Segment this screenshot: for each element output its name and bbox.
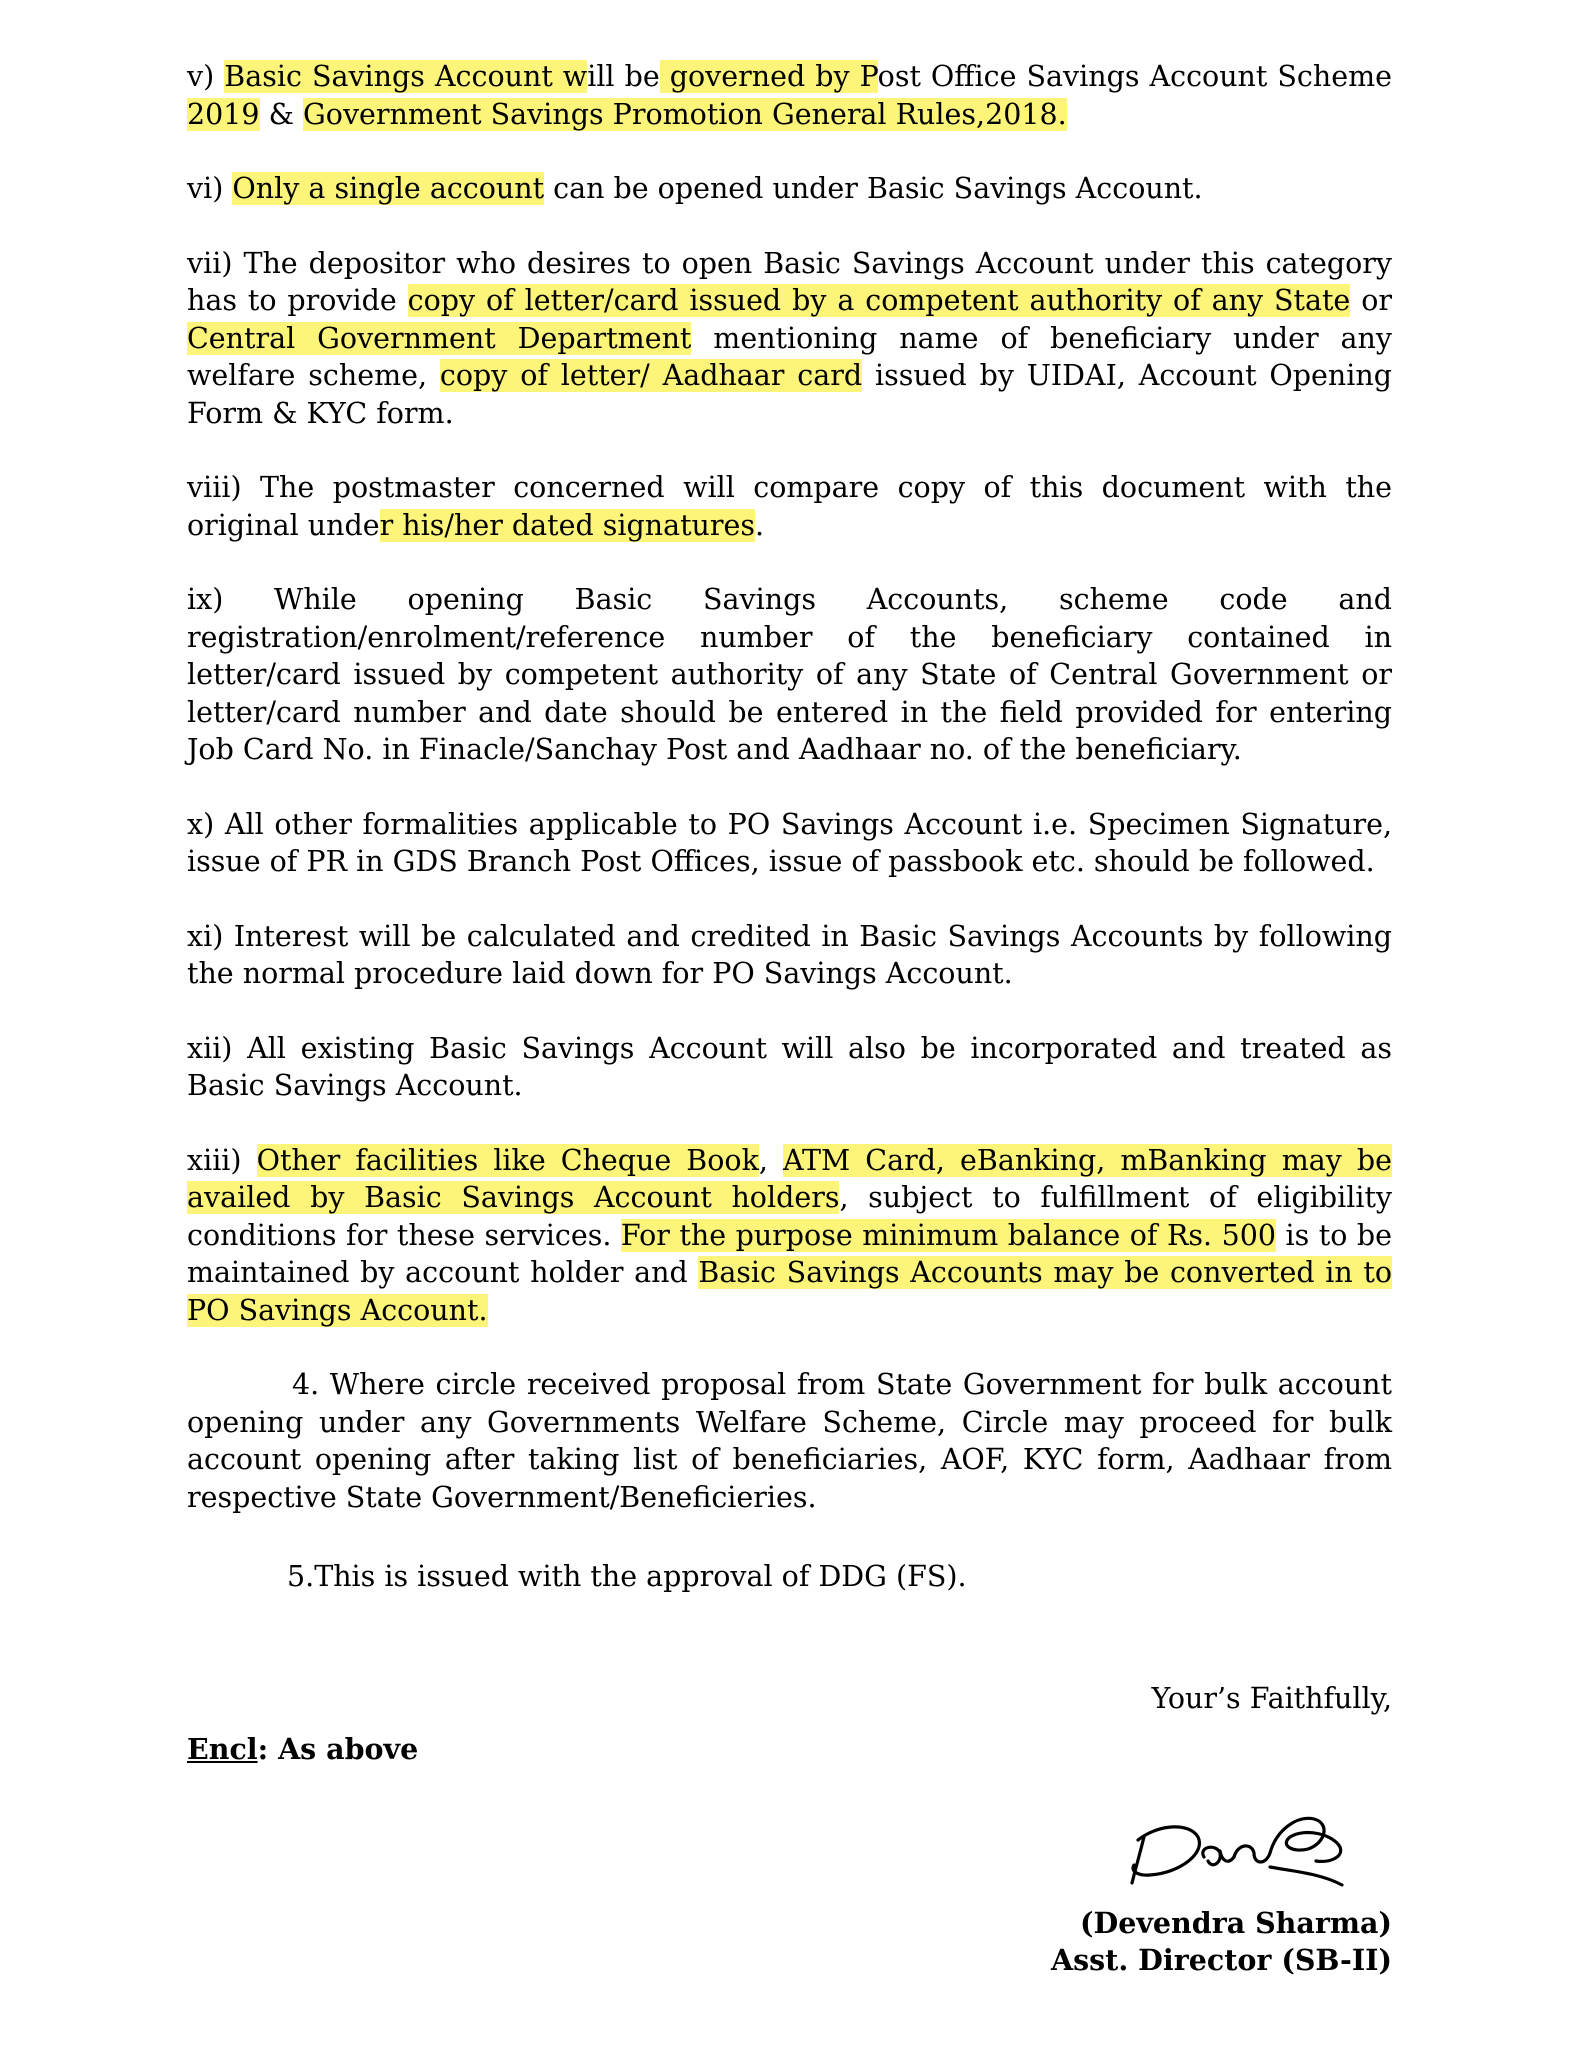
signatory-designation: Asst. Director (SB-II) [1050, 1943, 1392, 1977]
highlight: copy of letter/ Aadhaar card [439, 359, 863, 392]
paragraph-4: 4. Where circle received proposal from State Government for bulk account opening under any Governments Welfare Scheme, Circle may proceed for bulk account opening after taking list of beneficiaries, AOF, KYC form, Aadhaar from respective State Government/Beneficieries. [187, 1368, 1392, 1514]
highlight: For the purpose minimum balance of Rs. 500 [620, 1218, 1277, 1252]
clause-xii: xii) All existing Basic Savings Account will also be incorporated and treated as Basic Savings Account. [187, 1031, 1392, 1102]
clause-viii: viii) The postmaster concerned will compare copy of this document with the original under his/her dated signatures. [187, 471, 1392, 542]
clause-x: x) All other formalities applicable to PO Savings Account i.e. Specimen Signature, issue of PR in GDS Branch Post Offices, issue of passbook etc. should be followed. [187, 807, 1392, 878]
clause-xiii: xiii) Other facilities like Cheque Book, ATM Card, eBanking, mBanking may be availed by Basic Savings Account holders, subject to fulfillment of eligibility conditions for these services. For the purpose minimum balance of Rs. 500 is to be maintained by account holder and Basic Savings Accounts may be converted in to PO Savings Account. [187, 1143, 1393, 1327]
highlight: Government Savings Promotion General Rules,2018. [303, 97, 1067, 131]
highlight: Only a single account [232, 172, 545, 205]
enclosure-text: : As above [257, 1732, 419, 1766]
highlight: r his/her dated signatures [379, 508, 756, 542]
highlight: Other facilities like Cheque Book [256, 1143, 759, 1177]
clause-xi: xi) Interest will be calculated and credited in Basic Savings Accounts by following the normal procedure laid down for PO Savings Account. [187, 919, 1392, 990]
letter-body [187, 58, 1392, 1633]
signatory-name: (Devendra Sharma) [1080, 1906, 1392, 1940]
clause-ix: ix) While opening Basic Savings Accounts, scheme code and registration/enrolment/reference number of the beneficiary contained in letter/card issued by competent authority of any State of Central Government or letter/card number and date should be entered in the field provided for entering Job Card No. in Finacle/Sanchay Post and Aadhaar no. of the beneficiary. [187, 583, 1392, 766]
clause-vi: vi) Only a single account can be opened under Basic Savings Account. [187, 172, 1203, 205]
handwritten-signature-icon [1120, 1795, 1350, 1905]
paragraph-5: 5.This is issued with the approval of DDG (FS). [287, 1560, 967, 1593]
signatory-block [1051, 1905, 1392, 1979]
salutation: Your’s Faithfully, [1151, 1682, 1392, 1715]
highlight: copy of letter/card issued by a competent authority of any State [407, 284, 1351, 317]
highlight: Basic Savings Account w [224, 60, 588, 93]
highlight: governed by P [659, 60, 878, 93]
highlight: 2019 [187, 97, 260, 131]
clause-v: v) Basic Savings Account will be governed by Post Office Savings Account Scheme 2019 & Government Savings Promotion General Rules,2018. [187, 60, 1392, 131]
highlight: ATM Card, eBanking, mBanking may be availed by Basic Savings Account holders [187, 1143, 1392, 1214]
enclosure-label: Encl [187, 1732, 258, 1766]
enclosure-note [187, 1731, 418, 1768]
clause-vii: vii) The depositor who desires to open Basic Savings Account under this category has to provide copy of letter/card issued by a competent authority of any State or Central Government Department mentioning name of beneficiary under any welfare scheme, copy of letter/ Aadhaar card issued by UIDAI, Account Opening Form & KYC form. [187, 246, 1392, 430]
highlight: Central Government Department [187, 321, 692, 355]
highlight: Basic Savings Accounts may be converted in to PO Savings Account. [187, 1256, 1393, 1327]
